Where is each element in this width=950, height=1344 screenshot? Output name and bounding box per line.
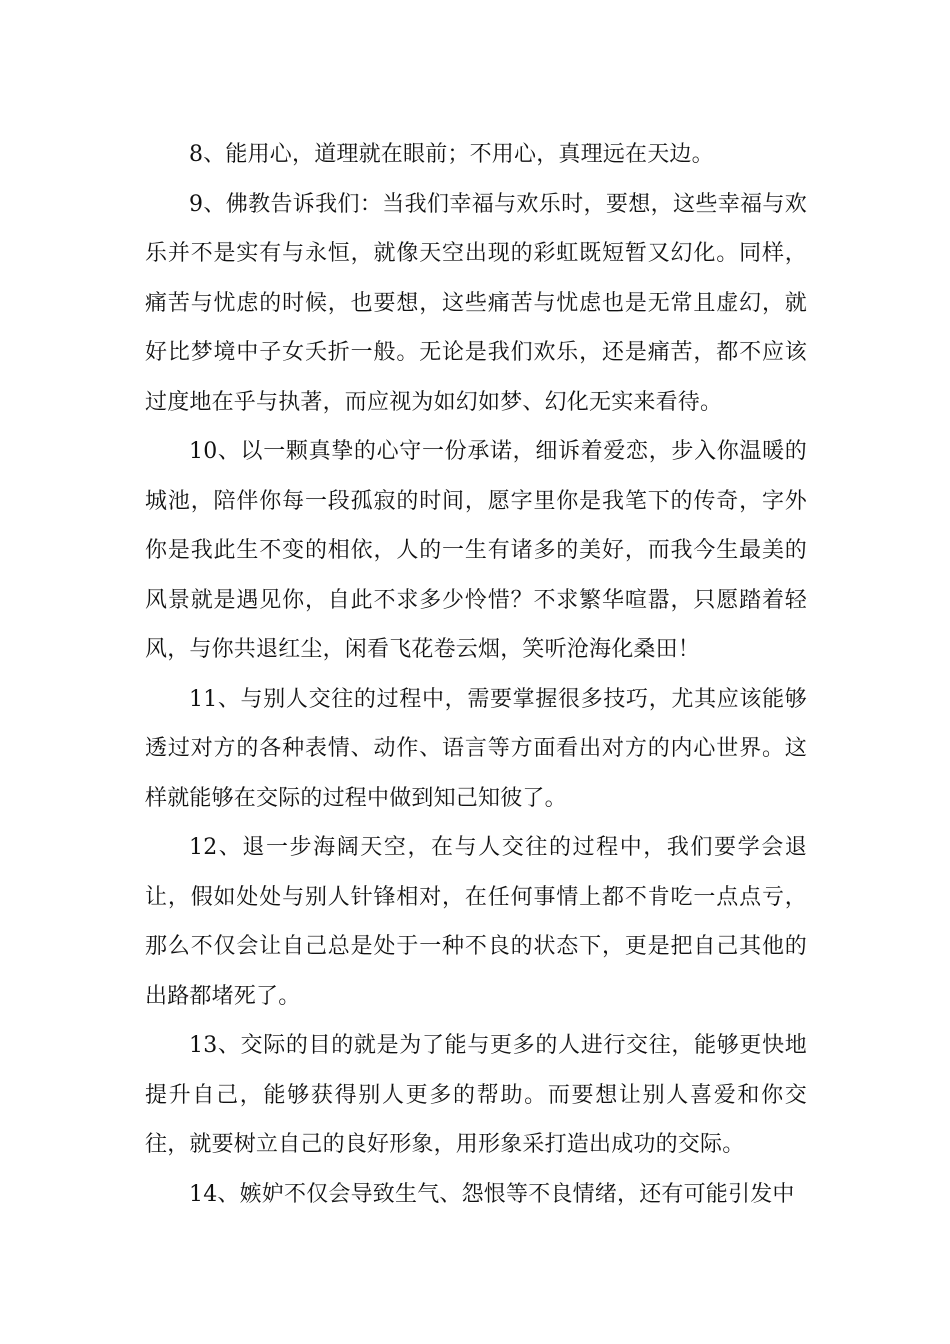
paragraph-13: 13、交际的目的就是为了能与更多的人进行交往，能够更快地提升自己，能够获得别人更多的帮助。而要想让别人喜爱和你交往，就要树立自己的良好形象，用形象采打造出成功的交际。: [145, 1033, 807, 1157]
paragraph-14: 14、嫉妒不仅会导致生气、怨恨等不良情绪，还有可能引发中: [189, 1181, 795, 1207]
paragraph-9: 9、佛教告诉我们：当我们幸福与欢乐时，要想，这些幸福与欢乐并不是实有与永恒，就像天空出现的彩虹既短暂又幻化。同样，痛苦与忧虑的时候，也要想，这些痛苦与忧虑也是无常且虚幻，就好比梦境中子女夭折一般。无论是我们欢乐，还是痛苦，都不应该过度地在乎与执著，而应视为如幻如梦、幻化无实来看待。: [145, 191, 807, 415]
paragraph-8: 8、能用心，道理就在眼前；不用心，真理远在天边。: [189, 142, 714, 167]
document-body: [145, 130, 807, 1219]
paragraph-11: 11、与别人交往的过程中，需要掌握很多技巧，尤其应该能够透过对方的各种表情、动作、语言等方面看出对方的内心世界。这样就能够在交际的过程中做到知己知彼了。: [145, 686, 807, 811]
paragraph-12: 12、退一步海阔天空，在与人交往的过程中，我们要学会退让，假如处处与别人针锋相对，在任何事情上都不肯吃一点点亏，那么不仅会让自己总是处于一种不良的状态下，更是把自己其他的出路都堵死了。: [145, 835, 807, 1009]
paragraph-10: 10、以一颗真挚的心守一份承诺，细诉着爱恋，步入你温暖的城池，陪伴你每一段孤寂的时间，愿字里你是我笔下的传奇，字外你是我此生不变的相依，人的一生有诸多的美好，而我今生最美的风景就是遇见你，自此不求多少怜惜？不求繁华喧嚣，只愿踏着轻风，与你共退红尘，闲看飞花卷云烟，笑听沧海化桑田！: [145, 439, 807, 662]
